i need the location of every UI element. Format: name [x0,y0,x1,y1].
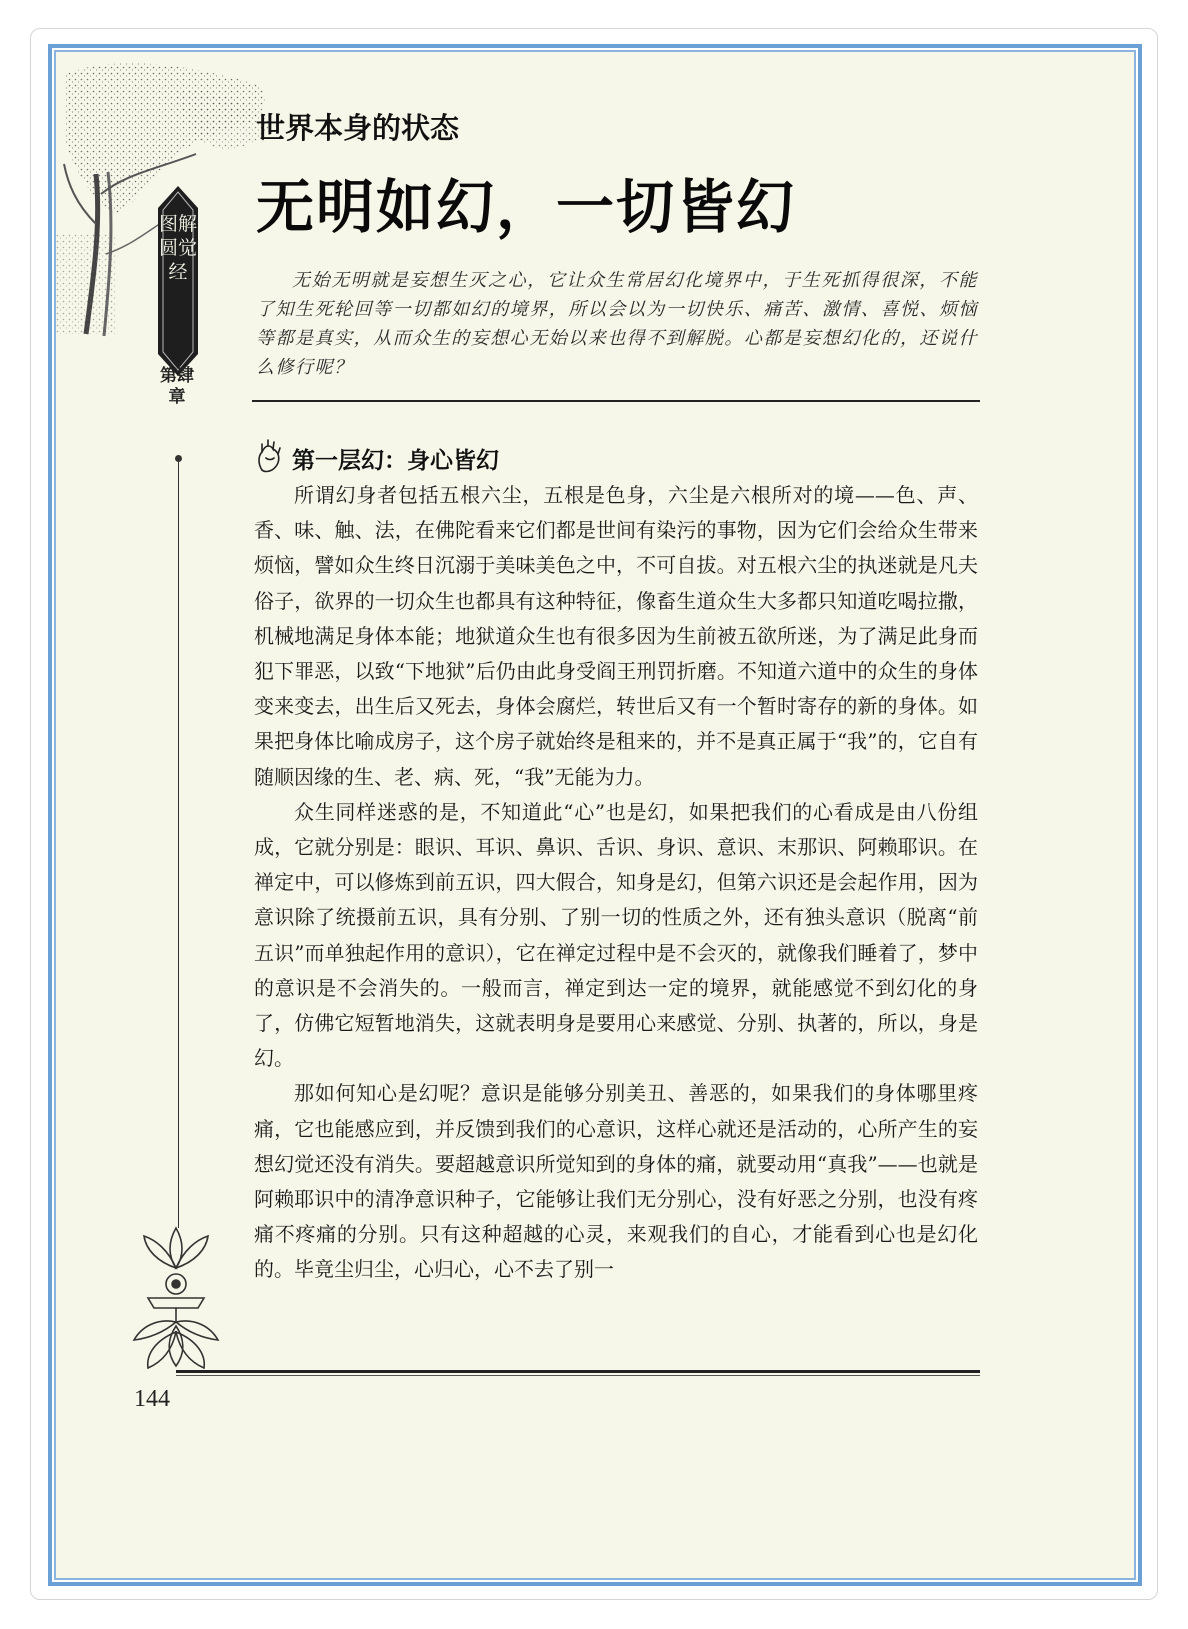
body-paragraph: 所谓幻身者包括五根六尘，五根是色身，六尘是六根所对的境——色、声、香、味、触、法，在佛陀看来它们都是世间有染污的事物，因为它们会给众生带来烦恼，譬如众生终日沉溺于美味美色之中，不可自拔。对五根六尘的执迷就是凡夫俗子，欲界的一切众生也都具有这种特征，像畜生道众生大多都只知道吃喝拉撒，机械地满足身体本能；地狱道众生也有很多因为生前被五欲所迷，为了满足此身而犯下罪恶，以致“下地狱”后仍由此身受阎王刑罚折磨。不知道六道中的众生的身体变来变去，出生后又死去，身体会腐烂，转世后又有一个暂时寄存的新的身体。如果把身体比喻成房子，这个房子就始终是租来的，并不是真正属于“我”的，它自有随顺因缘的生、老、病、死，“我”无能为力。 [254,483,978,789]
page-number: 144 [134,1386,170,1412]
body-text [254,478,978,1288]
series-label: 图解圆觉经 [158,213,197,283]
intro-paragraph: 无始无明就是妄想生灭之心，它让众生常居幻化境界中，于生死抓得很深，不能了知生死轮回等一切都如幻的境界，所以会以为一切快乐、痛苦、激情、喜悦、烦恼等都是真实，从而众生的妄想心无始以来也得不到解脱。心都是妄想幻化的，还说什么修行呢？ [256,270,978,378]
body-paragraph: 众生同样迷惑的是，不知道此“心”也是幻，如果把我们的心看成是由八份组成，它就分别是：眼识、耳识、鼻识、舌识、身识、意识、末那识、阿赖耶识。在禅定中，可以修炼到前五识，四大假合，知身是幻，但第六识还是会起作用，因为意识除了统摄前五识，具有分别、了别一切的性质之外，还有独头意识（脱离“前五识”而单独起作用的意识），它在禅定过程中是不会灭的，就像我们睡着了，梦中的意识是不会消失的。一般而言，禅定到达一定的境界，就能感觉不到幻化的身了，仿佛它短暂地消失，这就表明身是要用心来感觉、分别、执著的，所以，身是幻。 [254,799,978,1071]
chapter-label: 第肆章 [160,366,194,407]
lotus-ornament-icon [128,1222,224,1372]
hand-icon [254,436,286,474]
page-subtitle: 世界本身的状态 [256,111,460,145]
footer-divider [176,1370,980,1376]
body-paragraph: 那如何知心是幻呢？意识是能够分别美丑、善恶的，如果我们的身体哪里疼痛，它也能感应到，并反馈到我们的心意识，这样心就还是活动的，心所产生的妄想幻觉还没有消失。要超越意识所觉知到的身体的痛，就要动用“真我”——也就是阿赖耶识中的清净意识种子，它能够让我们无分别心，没有好恶之分别，也没有疼痛不疼痛的分别。只有这种超越的心灵，来观我们的自心，才能看到心也是幻化的。毕竟尘归尘，心归心，心不去了别一 [254,1081,978,1282]
side-line [178,458,179,1228]
intro-divider [252,400,980,402]
section-heading: 第一层幻：身心皆幻 [292,448,499,474]
page-title: 无明如幻，一切皆幻 [256,173,797,241]
